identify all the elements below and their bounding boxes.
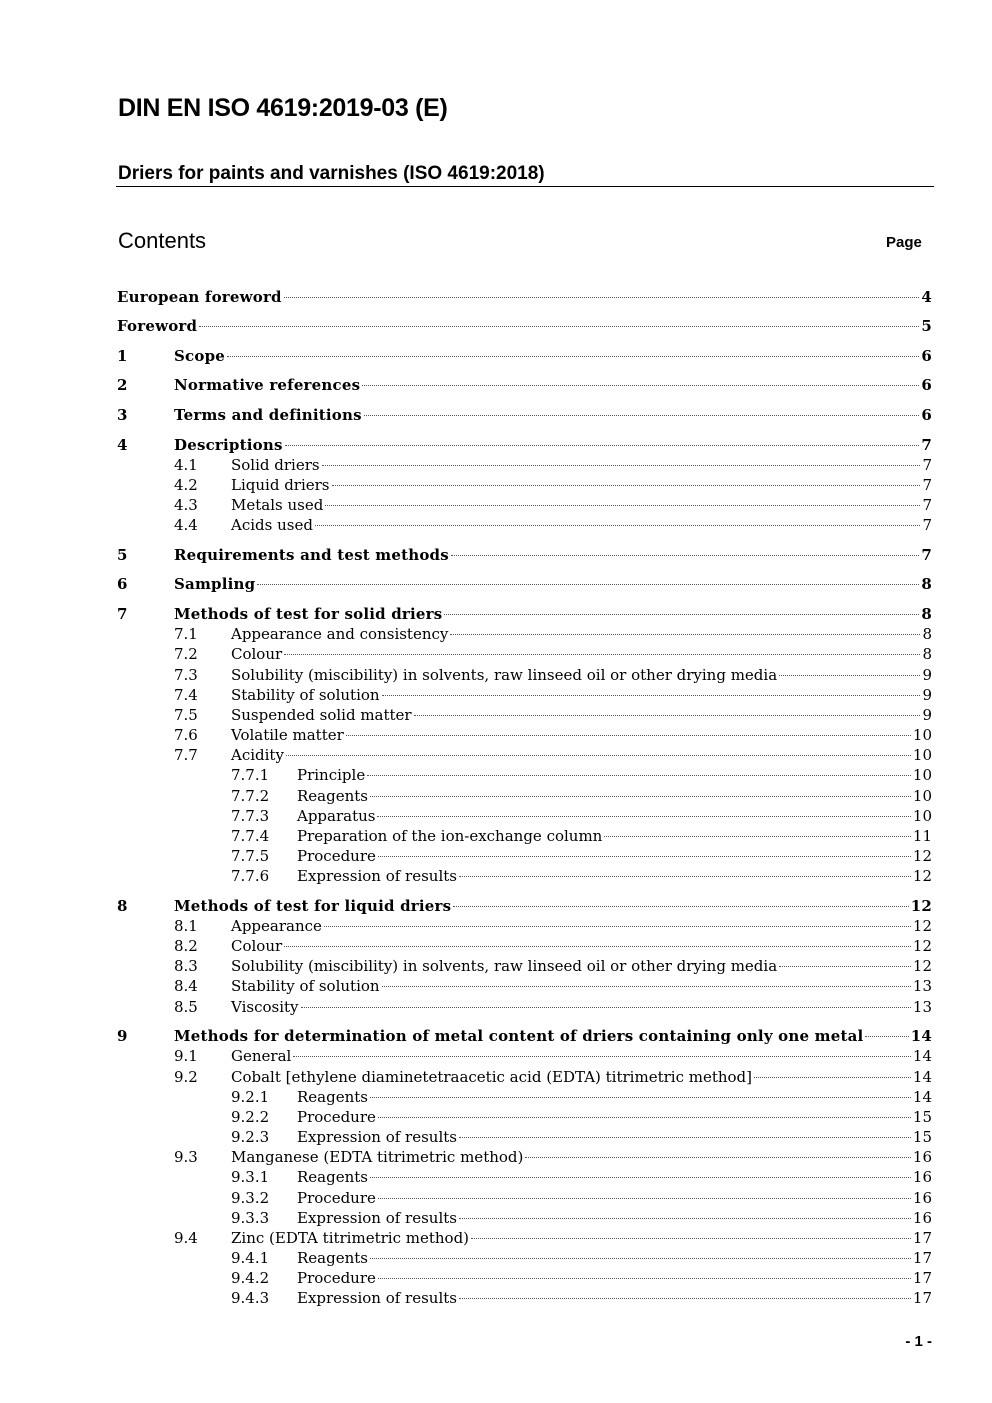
toc-dot-leader bbox=[459, 1218, 911, 1219]
toc-entry-row bbox=[174, 545, 932, 565]
toc-entry-row bbox=[231, 1046, 932, 1066]
toc-entry-number: 9.4.3 bbox=[231, 1289, 270, 1307]
toc-entry-row bbox=[231, 1067, 932, 1087]
toc-entry-row bbox=[297, 1107, 932, 1127]
toc-entry-page: 8 bbox=[921, 605, 932, 623]
toc-dot-leader bbox=[286, 755, 911, 756]
toc-entry-page: 14 bbox=[912, 1068, 932, 1086]
toc-entry-page: 12 bbox=[912, 867, 932, 885]
toc-entry-page: 17 bbox=[912, 1229, 932, 1247]
toc-entry[interactable] bbox=[0, 685, 992, 705]
toc-entry-title: Metals used bbox=[231, 496, 324, 514]
document-subtitle: Driers for paints and varnishes (ISO 4619:2018) bbox=[118, 163, 545, 184]
toc-entry-number: 8.5 bbox=[174, 998, 198, 1016]
toc-entry-title: Foreword bbox=[117, 317, 198, 335]
toc-entry-number: 1 bbox=[117, 347, 128, 365]
toc-dot-leader bbox=[227, 356, 919, 357]
toc-entry-row bbox=[231, 495, 932, 515]
toc-entry[interactable] bbox=[0, 786, 992, 806]
toc-entry[interactable] bbox=[0, 866, 992, 886]
toc-entry-number: 4.1 bbox=[174, 456, 198, 474]
toc-entry-title: Apparatus bbox=[297, 807, 376, 825]
toc-entry-number: 9.4.1 bbox=[231, 1249, 270, 1267]
toc-entry-row bbox=[174, 604, 932, 624]
toc-entry-title: Acidity bbox=[231, 746, 284, 764]
toc-entry-title: Reagents bbox=[297, 1249, 368, 1267]
toc-entry-row bbox=[117, 287, 932, 307]
toc-entry-title: Stability of solution bbox=[231, 977, 380, 995]
toc-entry-number: 7.4 bbox=[174, 686, 198, 704]
toc-entry[interactable] bbox=[0, 997, 992, 1017]
toc-dot-leader bbox=[382, 695, 921, 696]
toc-entry[interactable] bbox=[0, 846, 992, 866]
toc-entry-title: Expression of results bbox=[297, 867, 457, 885]
toc-entry-title: Stability of solution bbox=[231, 686, 380, 704]
toc-entry-number: 8.1 bbox=[174, 917, 198, 935]
toc-entry-number: 7.3 bbox=[174, 666, 198, 684]
toc-dot-leader bbox=[444, 614, 919, 615]
toc-entry-page: 8 bbox=[921, 575, 932, 593]
toc-entry-number: 8.2 bbox=[174, 937, 198, 955]
toc-entry[interactable] bbox=[0, 455, 992, 475]
toc-dot-leader bbox=[382, 986, 911, 987]
toc-entry-title: Terms and definitions bbox=[174, 406, 362, 424]
toc-entry-title: Suspended solid matter bbox=[231, 706, 412, 724]
toc-entry-title: Expression of results bbox=[297, 1289, 457, 1307]
toc-entry-row bbox=[231, 455, 932, 475]
toc-dot-leader bbox=[450, 634, 920, 635]
toc-entry-number: 7.7.4 bbox=[231, 827, 270, 845]
toc-entry-number: 9.4.2 bbox=[231, 1269, 270, 1287]
toc-dot-leader bbox=[414, 715, 921, 716]
toc-entry-title: Colour bbox=[231, 645, 283, 663]
toc-entry-title: Scope bbox=[174, 347, 226, 365]
header-rule bbox=[116, 186, 934, 187]
toc-entry-row bbox=[297, 1127, 932, 1147]
toc-entry-title: European foreword bbox=[117, 288, 282, 306]
toc-entry-title: Principle bbox=[297, 766, 366, 784]
toc-entry[interactable] bbox=[0, 495, 992, 515]
toc-entry-page: 16 bbox=[912, 1189, 932, 1207]
toc-dot-leader bbox=[604, 836, 911, 837]
toc-entry-number: 9.1 bbox=[174, 1047, 198, 1065]
toc-entry-row bbox=[231, 475, 932, 495]
toc-entry-page: 7 bbox=[921, 436, 932, 454]
toc-entry-title: Manganese (EDTA titrimetric method) bbox=[231, 1148, 524, 1166]
toc-entry-number: 9.2 bbox=[174, 1068, 198, 1086]
toc-entry-page: 13 bbox=[912, 977, 932, 995]
toc-entry-row bbox=[231, 624, 932, 644]
toc-dot-leader bbox=[293, 1056, 911, 1057]
toc-entry-page: 6 bbox=[921, 376, 932, 394]
toc-entry[interactable] bbox=[0, 624, 992, 644]
toc-entry[interactable] bbox=[0, 956, 992, 976]
toc-entry[interactable] bbox=[0, 896, 992, 916]
toc-entry-row bbox=[297, 806, 932, 826]
toc-entry-title: Methods for determination of metal content of driers containing only one metal bbox=[174, 1027, 864, 1045]
toc-entry-page: 12 bbox=[912, 937, 932, 955]
toc-dot-leader bbox=[459, 876, 911, 877]
toc-entry[interactable] bbox=[0, 574, 992, 594]
toc-entry-number: 6 bbox=[117, 575, 128, 593]
toc-entry-page: 16 bbox=[912, 1148, 932, 1166]
toc-dot-leader bbox=[378, 1198, 911, 1199]
toc-entry-page: 10 bbox=[912, 726, 932, 744]
toc-entry-row bbox=[231, 745, 932, 765]
toc-entry-page: 14 bbox=[912, 1047, 932, 1065]
toc-entry[interactable] bbox=[0, 765, 992, 785]
toc-entry-number: 7.2 bbox=[174, 645, 198, 663]
toc-entry-page: 15 bbox=[912, 1108, 932, 1126]
toc-dot-leader bbox=[378, 1278, 911, 1279]
toc-entry-page: 10 bbox=[912, 807, 932, 825]
toc-entry-row bbox=[231, 997, 932, 1017]
toc-entry-page: 6 bbox=[921, 347, 932, 365]
toc-entry-row bbox=[297, 1288, 932, 1308]
toc-entry-title: Liquid driers bbox=[231, 476, 330, 494]
toc-entry-row bbox=[231, 1228, 932, 1248]
toc-entry[interactable] bbox=[0, 1026, 992, 1046]
toc-entry[interactable] bbox=[0, 745, 992, 765]
toc-entry-number: 9.3.1 bbox=[231, 1168, 270, 1186]
toc-dot-leader bbox=[364, 415, 920, 416]
toc-entry[interactable] bbox=[0, 435, 992, 455]
toc-entry-title: Cobalt [ethylene diaminetetraacetic acid (EDTA) titrimetric method] bbox=[231, 1068, 753, 1086]
toc-entry-page: 9 bbox=[922, 666, 932, 684]
toc-entry-number: 5 bbox=[117, 546, 128, 564]
toc-entry-page: 14 bbox=[910, 1027, 932, 1045]
toc-entry-row bbox=[297, 786, 932, 806]
toc-entry[interactable] bbox=[0, 1248, 992, 1268]
toc-dot-leader bbox=[459, 1298, 911, 1299]
toc-dot-leader bbox=[284, 946, 911, 947]
toc-entry-row bbox=[297, 826, 932, 846]
toc-entry-row bbox=[297, 1087, 932, 1107]
toc-dot-leader bbox=[459, 1137, 911, 1138]
toc-entry-row bbox=[231, 936, 932, 956]
toc-dot-leader bbox=[378, 1117, 911, 1118]
toc-entry-row bbox=[297, 1188, 932, 1208]
toc-entry-row bbox=[174, 346, 932, 366]
toc-entry-number: 2 bbox=[117, 376, 128, 394]
toc-dot-leader bbox=[199, 326, 919, 327]
toc-entry-title: Viscosity bbox=[231, 998, 299, 1016]
toc-entry-page: 10 bbox=[912, 766, 932, 784]
toc-entry-number: 4.3 bbox=[174, 496, 198, 514]
toc-entry-title: Colour bbox=[231, 937, 283, 955]
toc-entry[interactable] bbox=[0, 1188, 992, 1208]
toc-entry-title: General bbox=[231, 1047, 292, 1065]
toc-entry[interactable] bbox=[0, 936, 992, 956]
toc-dot-leader bbox=[367, 775, 911, 776]
toc-entry-page: 12 bbox=[910, 897, 932, 915]
toc-entry[interactable] bbox=[0, 515, 992, 535]
toc-entry-title: Acids used bbox=[231, 516, 313, 534]
toc-dot-leader bbox=[471, 1238, 911, 1239]
toc-entry[interactable] bbox=[0, 375, 992, 395]
toc-entry-page: 7 bbox=[922, 516, 932, 534]
toc-entry[interactable] bbox=[0, 1268, 992, 1288]
toc-entry-row bbox=[231, 644, 932, 664]
toc-entry-row bbox=[297, 1268, 932, 1288]
toc-entry[interactable] bbox=[0, 665, 992, 685]
toc-entry-title: Volatile matter bbox=[231, 726, 344, 744]
toc-entry-title: Appearance and consistency bbox=[231, 625, 449, 643]
toc-entry[interactable] bbox=[0, 1147, 992, 1167]
toc-dot-leader bbox=[301, 1007, 911, 1008]
toc-entry-number: 7.5 bbox=[174, 706, 198, 724]
toc-entry-number: 9.2.3 bbox=[231, 1128, 270, 1146]
toc-entry-number: 9.2.2 bbox=[231, 1108, 270, 1126]
toc-entry-number: 3 bbox=[117, 406, 128, 424]
toc-entry-title: Appearance bbox=[231, 917, 322, 935]
toc-entry-title: Procedure bbox=[297, 847, 376, 865]
toc-entry[interactable] bbox=[0, 1107, 992, 1127]
toc-entry[interactable] bbox=[0, 806, 992, 826]
toc-entry-number: 8.4 bbox=[174, 977, 198, 995]
toc-entry-number: 4.4 bbox=[174, 516, 198, 534]
toc-dot-leader bbox=[284, 654, 920, 655]
toc-entry-page: 15 bbox=[912, 1128, 932, 1146]
document-title: DIN EN ISO 4619:2019-03 (E) bbox=[118, 94, 448, 122]
toc-entry-number: 7 bbox=[117, 605, 128, 623]
page-column-heading: Page bbox=[886, 234, 922, 251]
toc-entry-row bbox=[174, 896, 932, 916]
toc-dot-leader bbox=[377, 816, 910, 817]
toc-dot-leader bbox=[378, 856, 911, 857]
toc-dot-leader bbox=[325, 505, 920, 506]
toc-entry[interactable] bbox=[0, 1167, 992, 1187]
toc-entry[interactable] bbox=[0, 725, 992, 745]
toc-entry-page: 8 bbox=[922, 645, 932, 663]
toc-entry-page: 11 bbox=[912, 827, 932, 845]
toc-entry-title: Solid driers bbox=[231, 456, 320, 474]
toc-entry-row bbox=[174, 375, 932, 395]
toc-entry-title: Reagents bbox=[297, 1088, 368, 1106]
toc-entry-number: 8.3 bbox=[174, 957, 198, 975]
toc-dot-leader bbox=[362, 385, 919, 386]
toc-entry-number: 9.3 bbox=[174, 1148, 198, 1166]
toc-entry-page: 5 bbox=[921, 317, 932, 335]
toc-entry-page: 9 bbox=[922, 706, 932, 724]
toc-entry-page: 7 bbox=[922, 476, 932, 494]
toc-dot-leader bbox=[370, 1097, 911, 1098]
toc-entry[interactable] bbox=[0, 475, 992, 495]
toc-entry-title: Expression of results bbox=[297, 1209, 457, 1227]
toc-entry-page: 13 bbox=[912, 998, 932, 1016]
toc-entry-row bbox=[174, 435, 932, 455]
toc-entry-title: Procedure bbox=[297, 1108, 376, 1126]
toc-entry-number: 7.7.1 bbox=[231, 766, 270, 784]
toc-entry[interactable] bbox=[0, 1087, 992, 1107]
toc-entry-row bbox=[231, 956, 932, 976]
toc-entry-page: 7 bbox=[922, 456, 932, 474]
toc-entry-number: 7.7 bbox=[174, 746, 198, 764]
toc-entry-page: 6 bbox=[921, 406, 932, 424]
toc-entry-row bbox=[297, 846, 932, 866]
toc-entry-page: 9 bbox=[922, 686, 932, 704]
toc-entry[interactable] bbox=[0, 705, 992, 725]
toc-entry-number: 7.1 bbox=[174, 625, 198, 643]
toc-dot-leader bbox=[451, 555, 920, 556]
toc-dot-leader bbox=[370, 1258, 911, 1259]
toc-dot-leader bbox=[865, 1036, 908, 1037]
toc-entry-title: Reagents bbox=[297, 1168, 368, 1186]
toc-entry[interactable] bbox=[0, 826, 992, 846]
toc-entry[interactable] bbox=[0, 916, 992, 936]
toc-entry[interactable] bbox=[0, 287, 992, 307]
toc-entry-page: 17 bbox=[912, 1269, 932, 1287]
toc-entry-title: Reagents bbox=[297, 787, 368, 805]
toc-entry-number: 4.2 bbox=[174, 476, 198, 494]
toc-entry-row bbox=[174, 405, 932, 425]
toc-dot-leader bbox=[315, 525, 921, 526]
toc-entry-page: 8 bbox=[922, 625, 932, 643]
toc-entry-page: 17 bbox=[912, 1249, 932, 1267]
toc-entry-row bbox=[231, 1147, 932, 1167]
toc-entry-number: 9.2.1 bbox=[231, 1088, 270, 1106]
toc-dot-leader bbox=[332, 485, 921, 486]
toc-entry[interactable] bbox=[0, 545, 992, 565]
toc-entry[interactable] bbox=[0, 1046, 992, 1066]
toc-entry[interactable] bbox=[0, 316, 992, 336]
toc-entry-title: Zinc (EDTA titrimetric method) bbox=[231, 1229, 470, 1247]
toc-dot-leader bbox=[453, 906, 908, 907]
toc-entry-row bbox=[174, 1026, 932, 1046]
toc-entry-number: 4 bbox=[117, 436, 128, 454]
toc-dot-leader bbox=[779, 675, 920, 676]
toc-entry-title: Preparation of the ion-exchange column bbox=[297, 827, 603, 845]
toc-entry-number: 7.6 bbox=[174, 726, 198, 744]
toc-entry-row bbox=[231, 685, 932, 705]
toc-entry-title: Procedure bbox=[297, 1269, 376, 1287]
toc-entry-title: Requirements and test methods bbox=[174, 546, 449, 564]
toc-entry[interactable] bbox=[0, 1127, 992, 1147]
toc-entry-row bbox=[117, 316, 932, 336]
toc-entry-number: 8 bbox=[117, 897, 128, 915]
toc-dot-leader bbox=[370, 796, 911, 797]
toc-entry-title: Expression of results bbox=[297, 1128, 457, 1146]
toc-dot-leader bbox=[754, 1077, 911, 1078]
toc-entry-title: Solubility (miscibility) in solvents, raw linseed oil or other drying media bbox=[231, 957, 778, 975]
toc-dot-leader bbox=[285, 445, 920, 446]
toc-dot-leader bbox=[525, 1157, 911, 1158]
toc-entry-row bbox=[297, 866, 932, 886]
toc-dot-leader bbox=[346, 735, 911, 736]
toc-entry-title: Sampling bbox=[174, 575, 256, 593]
toc-entry-title: Descriptions bbox=[174, 436, 283, 454]
toc-entry[interactable] bbox=[0, 644, 992, 664]
toc-dot-leader bbox=[779, 966, 911, 967]
toc-entry-number: 7.7.3 bbox=[231, 807, 270, 825]
toc-dot-leader bbox=[370, 1177, 911, 1178]
toc-entry-page: 12 bbox=[912, 917, 932, 935]
toc-entry-row bbox=[231, 976, 932, 996]
toc-entry-page: 4 bbox=[921, 288, 932, 306]
toc-entry-row bbox=[231, 916, 932, 936]
toc-entry[interactable] bbox=[0, 405, 992, 425]
toc-entry-number: 9 bbox=[117, 1027, 128, 1045]
toc-entry-page: 16 bbox=[912, 1168, 932, 1186]
toc-entry-row bbox=[174, 574, 932, 594]
toc-entry-number: 7.7.5 bbox=[231, 847, 270, 865]
toc-entry-page: 7 bbox=[921, 546, 932, 564]
toc-entry[interactable] bbox=[0, 976, 992, 996]
toc-entry-row bbox=[297, 1167, 932, 1187]
toc-entry[interactable] bbox=[0, 1288, 992, 1308]
toc-entry-row bbox=[297, 1208, 932, 1228]
toc-entry-title: Procedure bbox=[297, 1189, 376, 1207]
toc-entry-page: 10 bbox=[912, 787, 932, 805]
toc-entry-row bbox=[231, 665, 932, 685]
toc-entry-page: 17 bbox=[912, 1289, 932, 1307]
toc-entry-page: 7 bbox=[922, 496, 932, 514]
toc-entry-number: 7.7.6 bbox=[231, 867, 270, 885]
toc-entry-page: 12 bbox=[912, 847, 932, 865]
toc-dot-leader bbox=[322, 465, 921, 466]
toc-entry-number: 7.7.2 bbox=[231, 787, 270, 805]
toc-dot-leader bbox=[324, 926, 911, 927]
toc-dot-leader bbox=[257, 584, 919, 585]
toc-entry[interactable] bbox=[0, 1228, 992, 1248]
toc-entry-page: 14 bbox=[912, 1088, 932, 1106]
contents-heading: Contents bbox=[118, 228, 207, 253]
toc-entry-row bbox=[231, 725, 932, 745]
toc-entry-title: Normative references bbox=[174, 376, 361, 394]
page-number: - 1 - bbox=[905, 1333, 932, 1350]
toc-entry[interactable] bbox=[0, 1067, 992, 1087]
toc-entry-number: 9.3.2 bbox=[231, 1189, 270, 1207]
toc-entry[interactable] bbox=[0, 346, 992, 366]
toc-entry-title: Methods of test for solid driers bbox=[174, 605, 443, 623]
toc-dot-leader bbox=[284, 297, 920, 298]
toc-entry-title: Methods of test for liquid driers bbox=[174, 897, 452, 915]
toc-entry-number: 9.3.3 bbox=[231, 1209, 270, 1227]
toc-entry-page: 16 bbox=[912, 1209, 932, 1227]
toc-entry-title: Solubility (miscibility) in solvents, raw linseed oil or other drying media bbox=[231, 666, 778, 684]
toc-entry-row bbox=[231, 705, 932, 725]
toc-entry-number: 9.4 bbox=[174, 1229, 198, 1247]
toc-entry-row bbox=[297, 1248, 932, 1268]
toc-entry[interactable] bbox=[0, 1208, 992, 1228]
toc-entry-page: 12 bbox=[912, 957, 932, 975]
toc-entry-row bbox=[231, 515, 932, 535]
toc-entry[interactable] bbox=[0, 604, 992, 624]
toc-entry-page: 10 bbox=[912, 746, 932, 764]
toc-entry-row bbox=[297, 765, 932, 785]
